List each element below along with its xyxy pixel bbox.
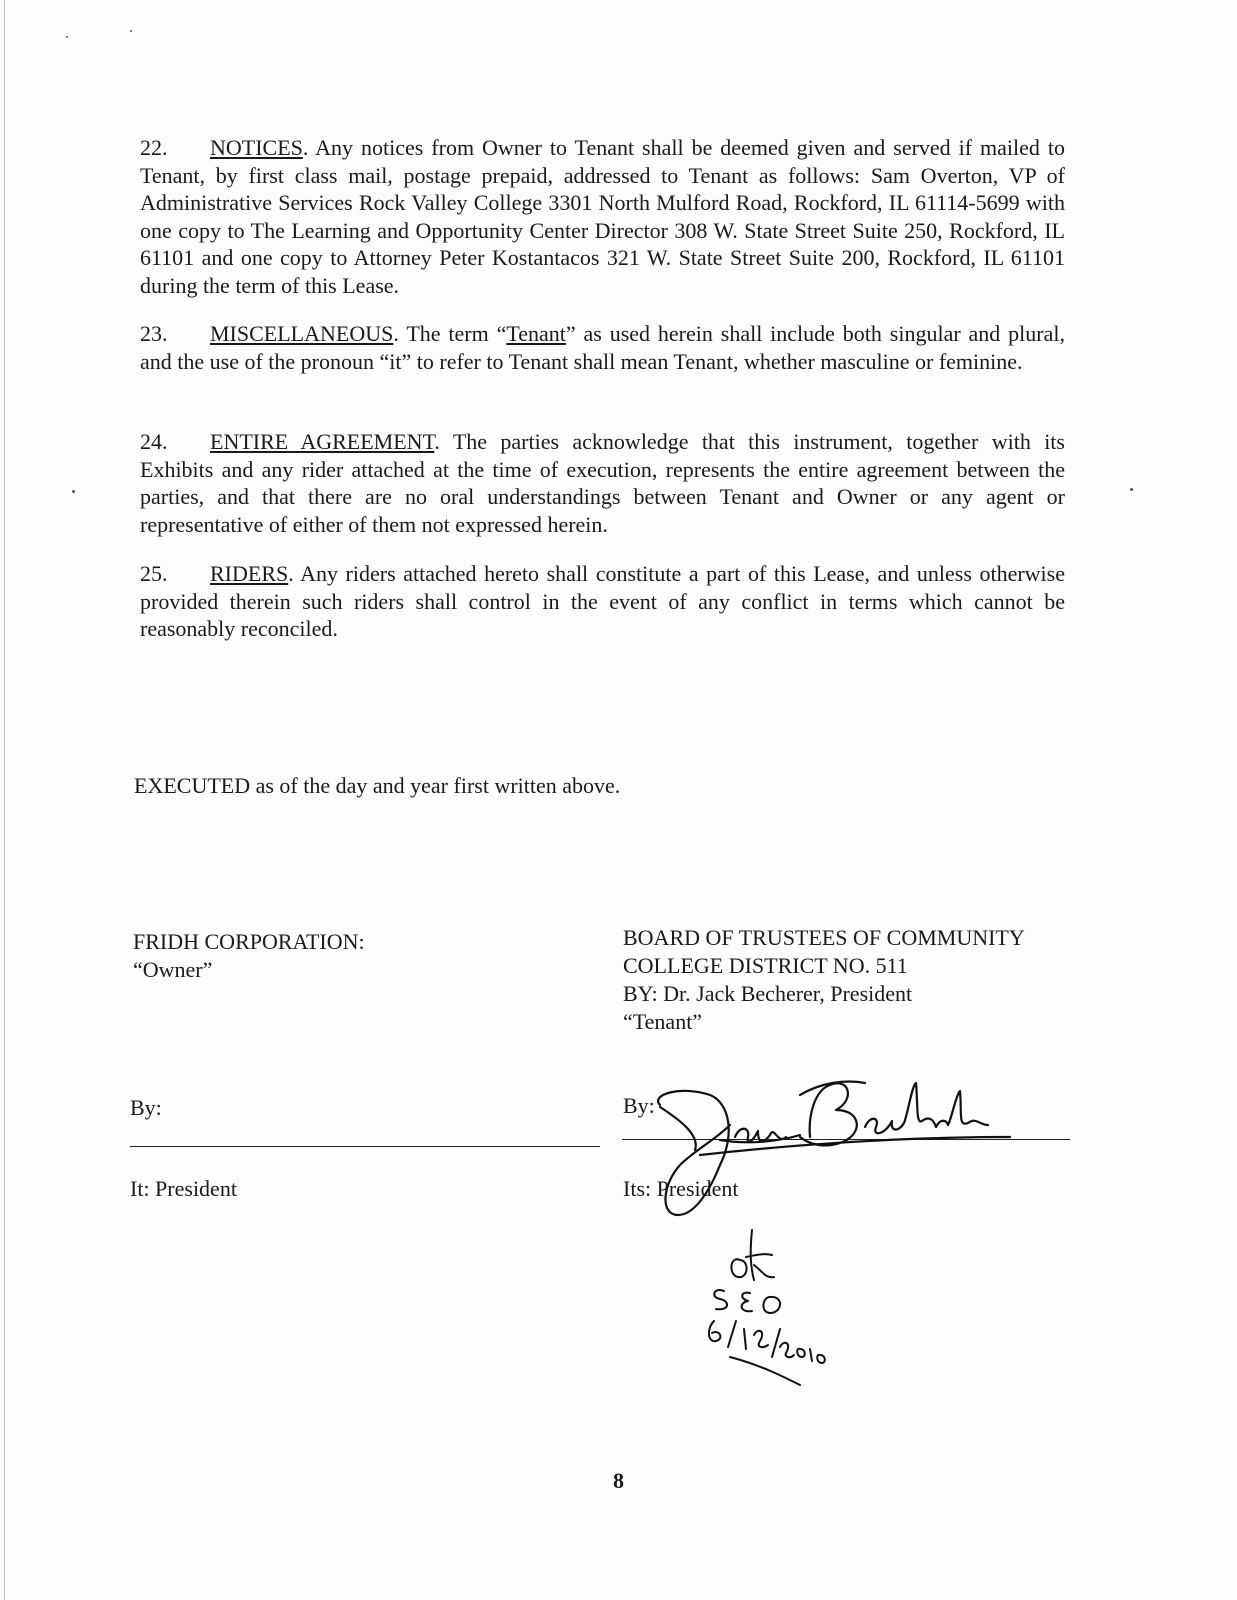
tenant-name-line1: BOARD OF TRUSTEES OF COMMUNITY [623, 925, 1025, 950]
scan-speck [66, 36, 68, 38]
owner-role: “Owner” [133, 957, 213, 982]
executed-statement: EXECUTED as of the day and year first written above. [134, 773, 621, 798]
tenant-by-label: By: [623, 1093, 655, 1118]
defined-term: Tenant [506, 321, 566, 346]
clause-text: . Any riders attached hereto shall constitute a part of this Lease, and unless otherwise provided therein such riders shall control in the event of any conflict in terms which cannot be reasonably reconciled. [140, 561, 1065, 641]
clause-number: 25. [140, 561, 168, 586]
tenant-title: Its: President [623, 1176, 739, 1201]
clause-heading: ENTIRE AGREEMENT [210, 429, 435, 454]
clause-text: ” as used herein shall include both singular and plural, and the use of the pronoun “it” to refer to Tenant shall mean Tenant, whether masculine or feminine. [140, 321, 1065, 374]
clause-22 [140, 134, 1065, 299]
owner-title: It: President [130, 1176, 237, 1201]
owner-by-label: By: [130, 1095, 162, 1120]
tenant-role: “Tenant” [623, 1009, 703, 1034]
clause-24 [140, 428, 1065, 538]
owner-signature-line [130, 1146, 600, 1147]
clause-23 [140, 320, 1065, 375]
tenant-party-block [623, 924, 1025, 1036]
handwritten-initials-date [700, 1225, 830, 1395]
clause-heading: NOTICES [210, 135, 303, 160]
clause-text: . The term “ [393, 321, 507, 346]
page-number: 8 [613, 1468, 624, 1493]
clause-heading: RIDERS [210, 561, 289, 586]
clause-text: . The parties acknowledge that this instrument, together with its Exhibits and any rider attached at the time of execution, represents the entire agreement between the parties, and that there are no oral understandings between Tenant and Owner or any agent or representative of either of them not expressed herein. [140, 429, 1065, 537]
scan-speck [130, 30, 132, 32]
clause-number: 24. [140, 429, 168, 454]
scan-speck [1130, 488, 1133, 491]
clause-number: 23. [140, 321, 168, 346]
owner-name: FRIDH CORPORATION: [133, 929, 365, 954]
scan-speck [72, 490, 75, 493]
tenant-name-line2: COLLEGE DISTRICT NO. 511 [623, 953, 908, 978]
clause-text: . Any notices from Owner to Tenant shall be deemed given and served if mailed to Tenant, by first class mail, postage prepaid, addressed to Tenant as follows: Sam Overton, VP of Administrative Services Rock Valley College 3301 North Mulford Road, Rockford, IL 61114-5699 with one copy to The Learning and Opportunity Center Director 308 W. State Street Suite 250, Rockford, IL 61101 and one copy to Attorney Peter Kostantacos 321 W. State Street Suite 200, Rockford, IL 61101 during the term of this Lease. [140, 135, 1065, 298]
owner-party-block [133, 928, 365, 984]
clause-number: 22. [140, 135, 168, 160]
scan-edge-line [4, 0, 5, 1600]
tenant-signatory: BY: Dr. Jack Becherer, President [623, 981, 913, 1006]
clause-heading: MISCELLANEOUS [210, 321, 394, 346]
clause-25 [140, 560, 1065, 643]
handwritten-signature [640, 1065, 1020, 1225]
